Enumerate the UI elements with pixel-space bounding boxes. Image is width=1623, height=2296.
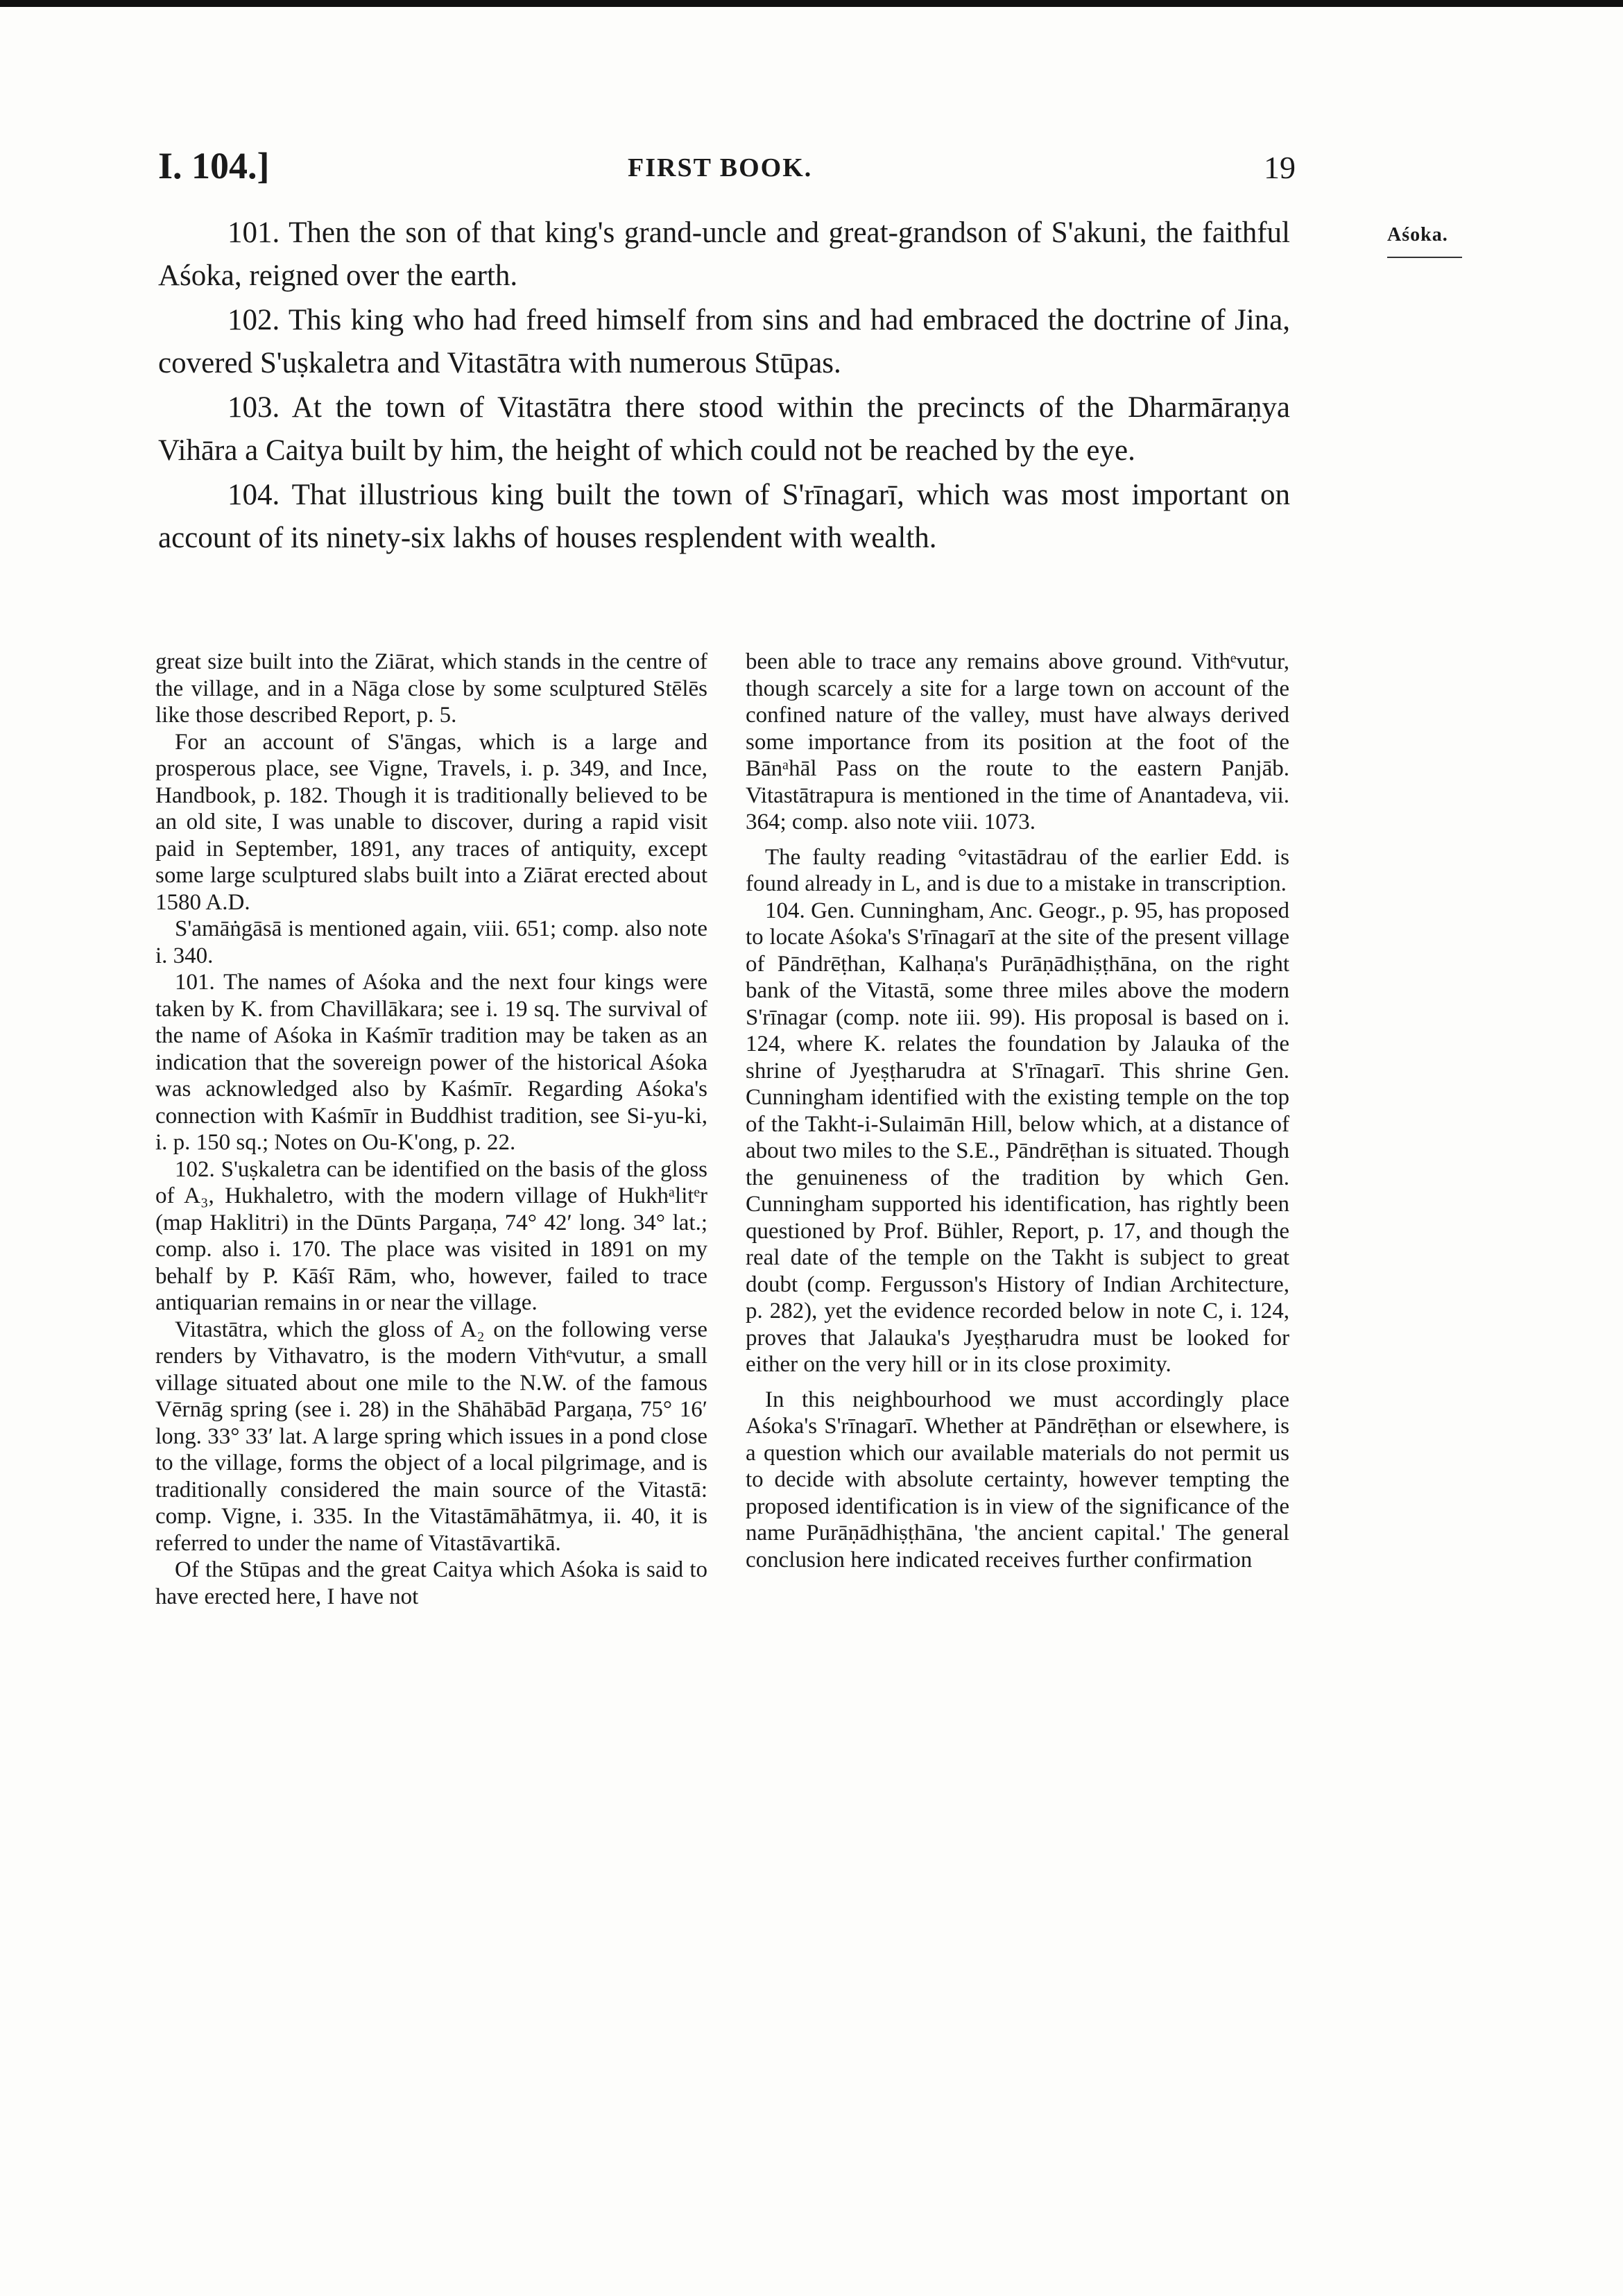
margin-note: Aśoka. <box>1387 224 1448 246</box>
note-paragraph: In this neighbourhood we must accordingly place Aśoka's S'rīnagarī. Whether at Pāndrēṭhan or elsewhere, is a question which our available materials do not permit us to decide with absolute certainty, however tempting the proposed identification is in view of the significance of the name Purāṇādhiṣṭhāna, 'the ancient capital.' The general conclusion here indicated receives further confirmation <box>746 1387 1289 1573</box>
page-number: 19 <box>1264 150 1296 185</box>
verse-number: 102. <box>227 304 280 336</box>
note-paragraph: S'amāṅgāsā is mentioned again, viii. 651; comp. also note i. 340. <box>155 916 707 968</box>
margin-rule <box>1387 257 1462 258</box>
notes-left-column <box>155 649 707 1610</box>
verse-number: 104. <box>227 479 280 511</box>
section-reference: I. 104.] <box>158 145 270 187</box>
note-paragraph: Vitastātra, which the gloss of A₂ on the following verse renders by Vithavatro, is the modern Vithᵉvutur, a small village situated about one mile to the N.W. of the famous Vērnāg spring (see i. 28) in the Shāhābād Pargaṇa, 75° 16′ long. 33° 33′ lat. A large spring which issues in a pond close to the village, forms the object of a local pilgrimage, and is traditionally considered the main source of the Vitastā: comp. Vigne, i. 335. In the Vitastāmāhātmya, ii. 40, it is referred to under the name of Vitastāvartikā. <box>155 1317 707 1556</box>
verse-text: Then the son of that king's grand-uncle and great-grandson of S'akuni, the faithful Aśoka, reigned over the earth. <box>158 216 1290 292</box>
note-104: 104. Gen. Cunningham, Anc. Geogr., p. 95, has proposed to locate Aśoka's S'rīnagarī at the site of the present village of Pāndrēṭhan, Kalhaṇa's Purāṇādhiṣṭhāna, on the right bank of the Vitastā, some three miles above the modern S'rīnagar (comp. note iii. 99). His proposal is based on i. 124, where K. relates the foundation by Jalauka of the shrine of Jyeṣṭharudra at S'rīnagarī. This shrine Gen. Cunningham identified with the existing temple on the top of the Takht-i-Sulaimān Hill, below which, at a distance of about two miles to the S.E., Pāndrēṭhan is situated. Though the genuineness of the tradition by which Gen. Cunningham supported his identification, has rightly been questioned by Prof. Bühler, Report, p. 17, and though the real date of the temple on the Takht is subject to great doubt (comp. Fergusson's History of Indian Architecture, p. 282), yet the evidence recorded below in note C, i. 124, proves that Jalauka's Jyeṣṭharudra must be looked for either on the very hill or in its close proximity. <box>746 898 1289 1377</box>
verse-text: At the town of Vitastātra there stood within the precincts of the Dharmāraṇya Vihāra a Caitya built by him, the height of which could not be reached by the eye. <box>158 391 1290 467</box>
note-102: 102. S'uṣkaletra can be identified on the basis of the gloss of A₃, Hukhaletro, with the modern village of Hukhᵃlitᵉr (map Haklitri) in the Dūnts Pargaṇa, 74° 42′ long. 34° lat.; comp. also i. 170. The place was visited in 1891 on my behalf by P. Kāśī Rām, who, however, failed to trace antiquarian remains in or near the village. <box>155 1156 707 1315</box>
verse-104 <box>158 474 1290 560</box>
running-title: FIRST BOOK. <box>628 153 813 182</box>
note-paragraph: The faulty reading °vitastādrau of the earlier Edd. is found already in L, and is due to a mistake in transcription. <box>746 844 1289 896</box>
scan-top-border <box>0 0 1623 7</box>
verse-103 <box>158 386 1290 472</box>
note-paragraph: great size built into the Ziārat, which stands in the centre of the village, and in a Nāga close by some sculptured Stēlēs like those described Report, p. 5. <box>155 649 707 728</box>
verse-101 <box>158 212 1290 298</box>
note-paragraph: For an account of S'āngas, which is a large and prosperous place, see Vigne, Travels, i. p. 349, and Ince, Handbook, p. 182. Though it is traditionally believed to be an old site, I was unable to discover, during a rapid visit paid in September, 1891, any traces of antiquity, except some large sculptured slabs built into a Ziārat erected about 1580 A.D. <box>155 729 707 915</box>
verse-translation <box>158 212 1290 561</box>
note-paragraph: Of the Stūpas and the great Caitya which Aśoka is said to have erected here, I have not <box>155 1557 707 1609</box>
verse-text: This king who had freed himself from sins and had embraced the doctrine of Jina, covered S'uṣkaletra and Vitastātra with numerous Stūpas. <box>158 304 1290 379</box>
verse-number: 101. <box>227 216 280 249</box>
notes-right-column <box>746 649 1289 1573</box>
verse-text: That illustrious king built the town of S'rīnagarī, which was most important on account of its ninety-six lakhs of houses resplendent with wealth. <box>158 479 1290 554</box>
note-paragraph: been able to trace any remains above ground. Vithᵉvutur, though scarcely a site for a large town on account of the confined nature of the valley, must have always derived some importance from its position at the foot of the Bānᵃhāl Pass on the route to the eastern Panjāb. Vitastātrapura is mentioned in the time of Anantadeva, vii. 364; comp. also note viii. 1073. <box>746 649 1289 834</box>
verse-number: 103. <box>227 391 280 424</box>
verse-102 <box>158 299 1290 385</box>
note-101: 101. The names of Aśoka and the next four kings were taken by K. from Chavillākara; see i. 19 sq. The survival of the name of Aśoka in Kaśmīr tradition may be taken as an indication that the sovereign power of the historical Aśoka was acknowledged also by Kaśmīr. Regarding Aśoka's connection with Kaśmīr in Buddhist tradition, see Si-yu-ki, i. p. 150 sq.; Notes on Ou-K'ong, p. 22. <box>155 970 707 1155</box>
